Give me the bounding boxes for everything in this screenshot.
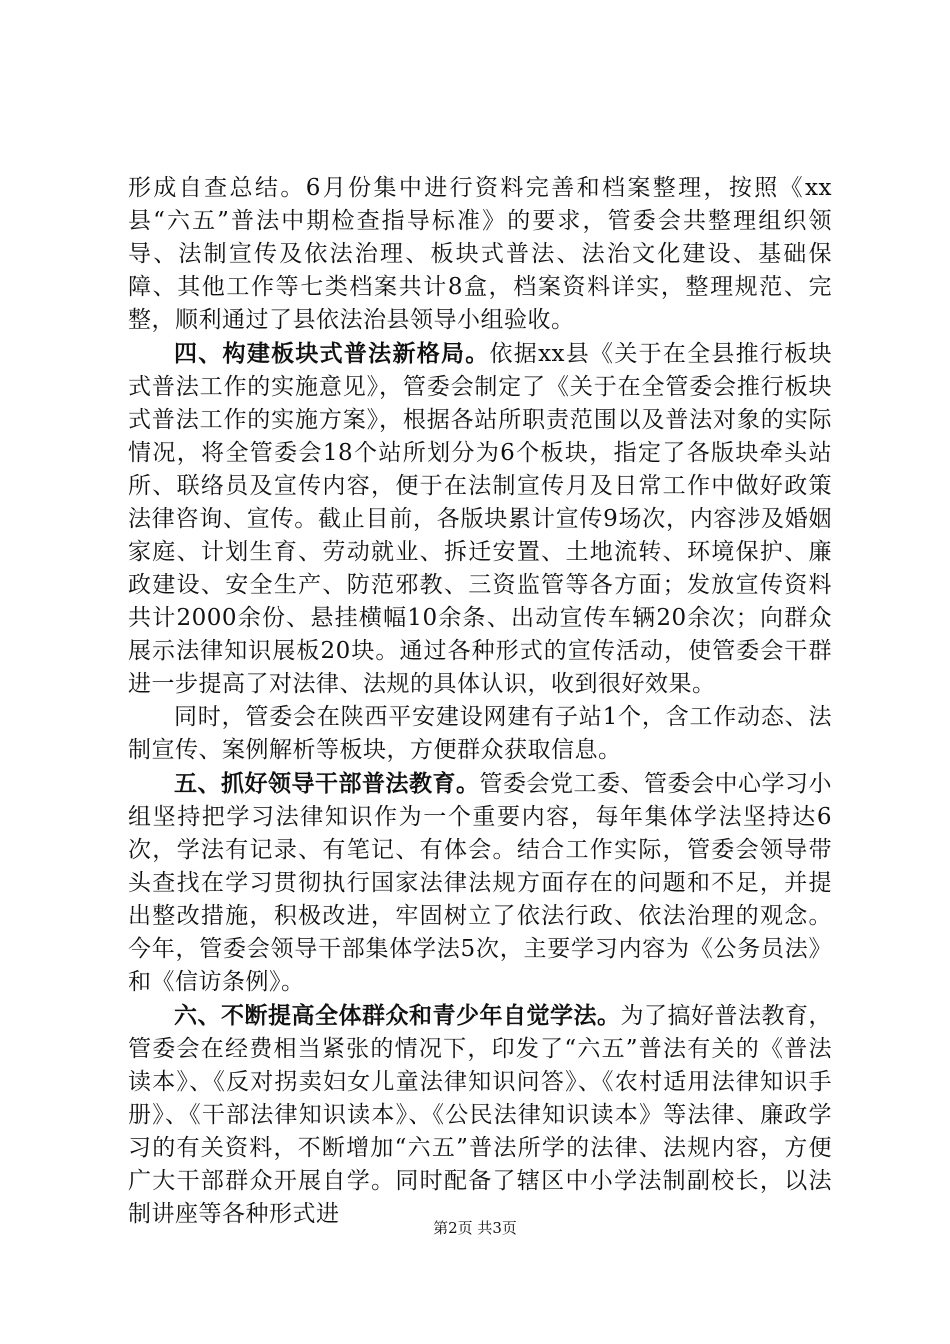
paragraph-section-six	[128, 999, 832, 1231]
document-body	[128, 172, 832, 1231]
section-heading: 四、构建板块式普法新格局。	[174, 340, 490, 367]
paragraph-section-four	[128, 337, 832, 701]
paragraph-text: 管委会党工委、管委会中心学习小组坚持把学习法律知识作为一个重要内容，每年集体学法坚持达6次，学法有记录、有笔记、有体会。结合工作实际，管委会领导带头查找在学习贯彻执行国家法律法规方面存在的问题和不足，并提出整改措施，积极改进，牢固树立了依法行政、依法治理的观念。今年，管委会领导干部集体学法5次，主要学习内容为《公务员法》和《信访条例》。	[128, 771, 832, 995]
paragraph-text: 形成自查总结。6月份集中进行资料完善和档案整理，按照《xx县“六五”普法中期检查指导标准》的要求，管委会共整理组织领导、法制宣传及依法治理、板块式普法、法治文化建设、基础保障、其他工作等七类档案共计8盒，档案资料详实，整理规范、完整，顺利通过了县依法治县领导小组验收。	[128, 175, 832, 333]
paragraph-section-five	[128, 767, 832, 999]
section-heading: 六、不断提高全体群众和青少年自觉学法。	[174, 1002, 621, 1029]
paragraph-meanwhile	[128, 701, 832, 767]
paragraph-text: 为了搞好普法教育，管委会在经费相当紧张的情况下，印发了“六五”普法有关的《普法读本》、《反对拐卖妇女儿童法律知识问答》、《农村适用法律知识手册》、《干部法律知识读本》、《公民法律知识读本》等法律、廉政学习的有关资料，不断增加“六五”普法所学的法律、法规内容，方便广大干部群众开展自学。同时配备了辖区中小学法制副校长，以法制讲座等各种形式进	[128, 1003, 832, 1227]
section-heading: 五、抓好领导干部普法教育。	[174, 770, 480, 797]
paragraph-text: 同时，管委会在陕西平安建设网建有子站1个，含工作动态、法制宣传、案例解析等板块，方便群众获取信息。	[128, 704, 832, 763]
page-footer: 第2页 共3页	[433, 1219, 517, 1237]
paragraph-continuation	[128, 172, 832, 337]
paragraph-text: 依据xx县《关于在全县推行板块式普法工作的实施意见》，管委会制定了《关于在全管委会推行板块式普法工作的实施方案》，根据各站所职责范围以及普法对象的实际情况，将全管委会18个站所划分为6个板块，指定了各版块牵头站所、联络员及宣传内容，便于在法制宣传月及日常工作中做好政策法律咨询、宣传。截止目前，各版块累计宣传9场次，内容涉及婚姻家庭、计划生育、劳动就业、拆迁安置、土地流转、环境保护、廉政建设、安全生产、防范邪教、三资监管等各方面；发放宣传资料共计2000余份、悬挂横幅10余条、出动宣传车辆20余次；向群众展示法律知识展板20块。通过各种形式的宣传活动，使管委会干群进一步提高了对法律、法规的具体认识，收到很好效果。	[128, 341, 832, 697]
